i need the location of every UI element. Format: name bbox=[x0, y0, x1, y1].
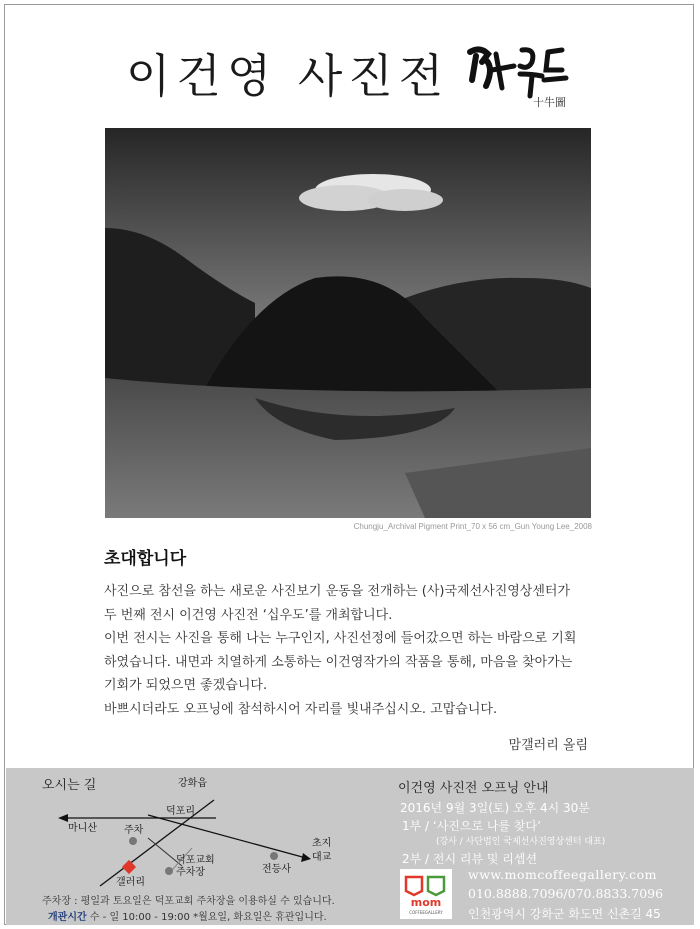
signature: 맘갤러리 올림 bbox=[508, 738, 588, 753]
opening-part1-sub: (강사 / 사단법인 국제선사진영상센터 대표) bbox=[436, 837, 606, 847]
hours-label: 개관시간 bbox=[48, 912, 87, 923]
logo-subtitle: 十牛圖 bbox=[533, 96, 566, 109]
map-label-daegyo: 대교 bbox=[312, 852, 332, 863]
website-link[interactable]: www.momcoffeegallery.com bbox=[468, 867, 657, 882]
map-label-church: 덕포교회 bbox=[176, 855, 215, 866]
gallery-address: 인천광역시 강화군 화도면 신촌길 45 bbox=[468, 907, 661, 921]
map-label-deokpo: 덕포리 bbox=[166, 806, 195, 817]
invitation-line: 두 번째 전시 이건영 사진전 ‘십우도’를 개최합니다. bbox=[104, 607, 393, 623]
hours-text: 수 - 일 10:00 - 19:00 *월요일, 화요일은 휴관입니다. bbox=[89, 912, 327, 923]
page-title: 이건영 사진전 bbox=[126, 49, 450, 103]
map-label-jeondeungsa: 전등사 bbox=[262, 864, 291, 875]
photo-caption: Chungju_Archival Pigment Print_70 x 56 cm_Gun Young Lee_2008 bbox=[353, 522, 592, 531]
invitation-line: 기회가 되었으면 좋겠습니다. bbox=[104, 678, 268, 693]
map-label-church-parking: 주차장 bbox=[176, 867, 205, 878]
invitation-line: 하였습니다. 내면과 치열하게 소통하는 이건영작가의 작품을 통해, 마음을 찾아가는 bbox=[104, 654, 573, 670]
landscape-photo bbox=[105, 128, 591, 518]
opening-datetime: 2016년 9월 3일(토) 오후 4시 30분 bbox=[400, 801, 590, 815]
map-label-manisan: 마니산 bbox=[68, 823, 97, 834]
opening-part2: 2부 / 전시 리뷰 및 리셉션 bbox=[402, 852, 538, 866]
directions-title: 오시는 길 bbox=[42, 778, 97, 793]
info-footer bbox=[6, 768, 694, 925]
map-label-parking: 주차 bbox=[124, 825, 144, 836]
opening-part1: 1부 / ‘사진으로 나를 찾다’ bbox=[402, 819, 541, 833]
opening-title: 이건영 사진전 오프닝 안내 bbox=[398, 781, 549, 796]
invitation-body bbox=[104, 580, 604, 721]
phone-numbers: 010.8888.7096/070.8833.7096 bbox=[468, 886, 664, 901]
opening-hours bbox=[48, 908, 327, 923]
map-label-gallery: 갤러리 bbox=[116, 877, 145, 888]
invitation-line: 사진으로 참선을 하는 새로운 사진보기 운동을 전개하는 (사)국제선사진영상센터가 bbox=[104, 584, 571, 599]
map-label-chohji: 초지 bbox=[312, 838, 332, 849]
invitation-line: 이번 전시는 사진을 통해 나는 누구인지, 사진선정에 들어갔으면 하는 바람으로 기획 bbox=[104, 631, 577, 646]
invitation-heading: 초대합니다 bbox=[104, 549, 187, 569]
badge-sub: COFFEEGALLERY bbox=[409, 910, 443, 915]
badge-text: mom bbox=[410, 896, 442, 909]
gallery-logo bbox=[400, 869, 452, 919]
invitation-line: 바쁘시더라도 오프닝에 참석하시어 자리를 빛내주십시오. 고맙습니다. bbox=[104, 701, 498, 717]
map-label-ganghwa: 강화읍 bbox=[178, 778, 207, 789]
parking-note: 주차장 : 평일과 토요일은 덕포교회 주차장을 이용하실 수 있습니다. bbox=[42, 896, 335, 907]
